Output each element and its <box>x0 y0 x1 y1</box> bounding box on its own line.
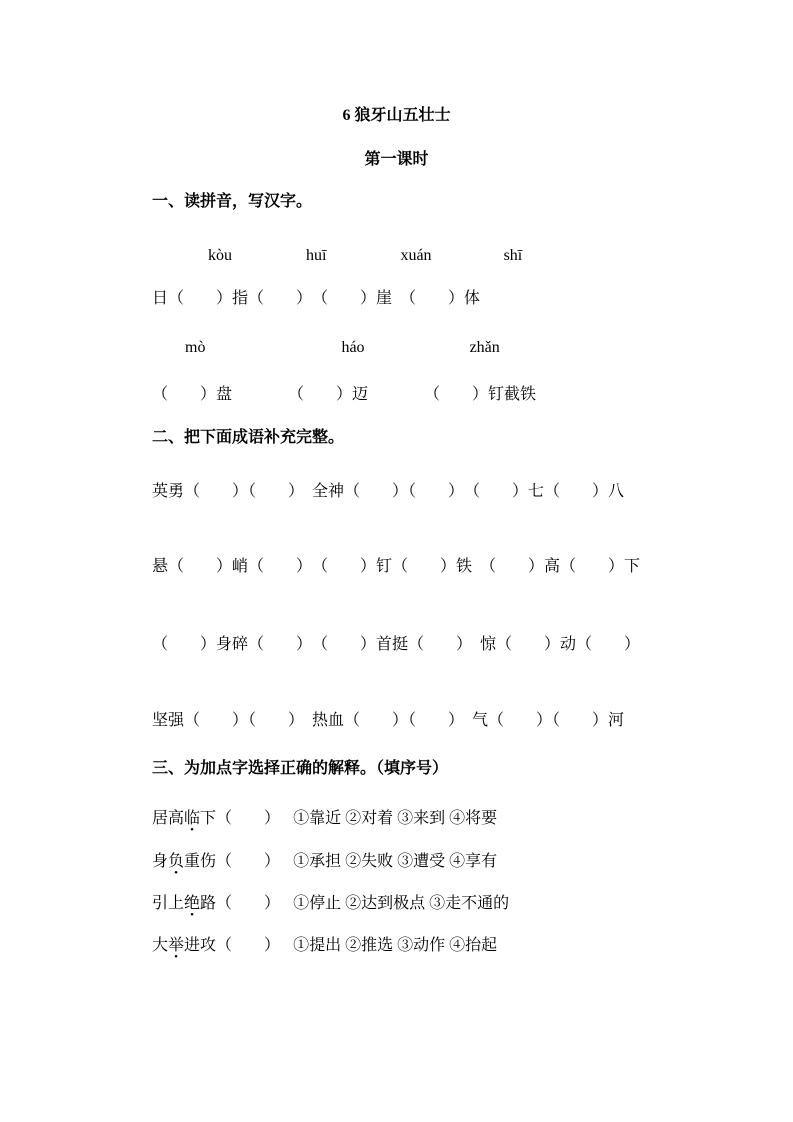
pinyin-syllable: shī <box>503 247 523 264</box>
answer-blank: （ ） <box>216 810 281 827</box>
pinyin-syllable: kòu <box>208 247 232 264</box>
section3-item <box>152 936 753 956</box>
pinyin-row-2 <box>152 338 753 358</box>
fill-chars-row-2: （ ）盘 （ ）迈 （ ）钉截铁 <box>152 386 537 403</box>
fill-chars-row-1: 日（ ）指（ ） （ ）崖 （ ）体 <box>152 290 481 307</box>
idiom-row: 坚强（ ）（ ） 热血（ ）（ ） 气（ ）（ ）河 <box>152 712 625 729</box>
phrase-pre: 居高 <box>152 810 185 827</box>
answer-blank: （ ） <box>216 937 281 954</box>
phrase-pre: 引上 <box>152 895 185 912</box>
idiom-row: 英勇（ ）（ ） 全神（ ）（ ） （ ）七（ ）八 <box>152 483 625 500</box>
dotted-char: 临 <box>184 810 201 827</box>
page-subtitle: 第一课时 <box>364 151 429 168</box>
pinyin-row-1 <box>152 246 753 266</box>
pinyin-syllable: mò <box>185 339 206 356</box>
options-text: ①停止 ②达到极点 ③走不通的 <box>293 895 510 912</box>
options-text: ①靠近 ②对着 ③来到 ④将要 <box>293 810 498 827</box>
pinyin-syllable: xuán <box>400 247 432 264</box>
answer-blank: （ ） <box>216 853 281 870</box>
pinyin-syllable: háo <box>341 339 365 356</box>
section2-heading: 二、把下面成语补充完整。 <box>152 429 345 446</box>
idiom-row: 悬（ ）峭（ ） （ ）钉（ ）铁 （ ）高（ ）下 <box>152 558 641 575</box>
answer-blank: （ ） <box>216 895 281 912</box>
section3-item <box>152 894 753 914</box>
dotted-char: 负 <box>168 853 185 870</box>
idiom-row: （ ）身碎（ ） （ ）首挺（ ） 惊（ ）动（ ） <box>152 636 641 653</box>
section1-heading: 一、读拼音，写汉字。 <box>152 193 313 210</box>
phrase-post: 重伤 <box>184 853 217 870</box>
phrase-post: 路 <box>200 895 217 912</box>
section3-heading: 三、为加点字选择正确的解释。（填序号） <box>152 760 449 777</box>
phrase-pre: 身 <box>152 853 169 870</box>
phrase-post: 下 <box>200 810 217 827</box>
page-title: 6 狼牙山五壮士 <box>342 107 451 124</box>
phrase-pre: 大 <box>152 937 169 954</box>
pinyin-syllable: zhǎn <box>469 339 500 356</box>
options-text: ①提出 ②推选 ③动作 ④抬起 <box>293 937 498 954</box>
section3-item <box>152 852 753 872</box>
options-text: ①承担 ②失败 ③遭受 ④享有 <box>293 853 498 870</box>
dotted-char: 绝 <box>184 895 201 912</box>
section3-item <box>152 809 753 829</box>
phrase-post: 进攻 <box>184 937 217 954</box>
pinyin-syllable: huī <box>306 247 327 264</box>
dotted-char: 举 <box>168 937 185 954</box>
